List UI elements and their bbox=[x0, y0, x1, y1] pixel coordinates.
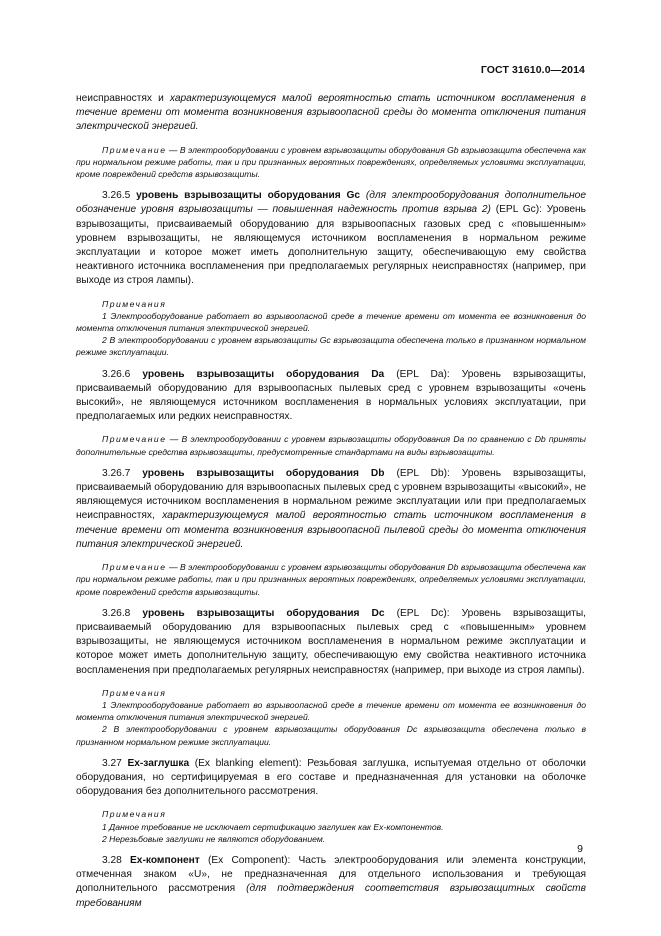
notes-title: Примечания bbox=[102, 687, 167, 698]
body-paragraph bbox=[76, 92, 586, 135]
note-text: — В электрооборудовании с уровнем взрывозащиты оборудования Da по сравнению с Db приняты дополнительные средства взрывозащиты, предусмотренные стандартами на виды взрывозащиты. bbox=[76, 434, 586, 457]
paragraph-text: 3.26.5 bbox=[102, 190, 137, 202]
term-name: Ex-заглушка bbox=[127, 757, 190, 769]
paragraph-text: характеризующемуся малой вероятностью стать источником воспламенения в течение времени от момента возникновения взрывоопасной среды до момента отключения питания электрической энергией. bbox=[76, 93, 586, 133]
note-text: — В электрооборудовании с уровнем взрывозащиты оборудования Db взрывозащита обеспечена как при нормальном режиме работы, так и при признанных вероятных повреждениях, определяемых условиями эксплуатации, кроме повреждений средств взрывозащиты. bbox=[76, 562, 586, 597]
note-label: Примечание bbox=[102, 562, 167, 573]
standard-header: ГОСТ 31610.0—2014 bbox=[480, 64, 585, 76]
paragraph-text: 3.26.7 bbox=[102, 467, 143, 479]
paragraph-text: неисправностях и bbox=[76, 93, 170, 104]
notes-title: Примечания bbox=[102, 809, 167, 820]
term-name: уровень взрывозащиты оборудования Da bbox=[142, 368, 385, 380]
paragraph-text: 3.26.8 bbox=[102, 607, 143, 619]
paragraph-text: характеризующемуся малой вероятностью стать источником воспламенения в течение времени от момента возникновения взрывоопасной пылевой среды до момента отключения питания электрической энергией. bbox=[76, 510, 586, 550]
note-item: 1 Электрооборудование работает во взрывоопасной среде в течение времени от момента ее возникновения до момента отключения питания электрической энергией. bbox=[76, 310, 586, 334]
term-name: Ex-компонент bbox=[130, 854, 200, 866]
term-name: уровень взрывозащиты оборудования Db bbox=[142, 467, 385, 479]
paragraph-text: (для электрооборудования дополнительное обозначение уровня взрывозащиты — повышенная надежность против взрыва 2) bbox=[76, 190, 587, 216]
paragraph-text: 3.27 bbox=[102, 757, 128, 769]
term-name: уровень взрывозащиты оборудования Dc bbox=[142, 607, 385, 619]
note-item: 2 Нерезьбовые заглушки не являются оборудованием. bbox=[102, 833, 326, 844]
note-label: Примечание bbox=[102, 144, 167, 155]
note-item: 2 В электрооборудовании с уровнем взрывозащиты оборудования Dc взрывозащита обеспечена только в признанном нормальном режиме эксплуатации. bbox=[76, 724, 586, 747]
paragraph-text: (Ex blanking element): Резьбовая заглушка, испытуемая отдельно от оболочки оборудования, но сертифицируемая в его составе и предназначенная для установки на оболочке оборудования без дополнительного рассмотрения. bbox=[76, 757, 586, 798]
paragraph-text: 3.28 bbox=[102, 854, 131, 866]
note-item: 1 Электрооборудование работает во взрывоопасной среде в течение времени от момента ее возникновения до момента отключения питания электрической энергией. bbox=[76, 699, 586, 723]
body-paragraph bbox=[76, 757, 586, 800]
body-paragraph bbox=[76, 189, 586, 288]
paragraph-text: (EPL Dc): Уровень взрывозащиты, присваиваемый оборудованию для взрывоопасных пылевых сред с «повышенным» уровнем взрывозащиты, не являющемуся источником воспламенения в нормальном режиме эксплуатации и которое может иметь дополнительную защиту, обеспечивающую ему свойства неактивного источника воспламенения при предполагаемых регулярных неисправностях (например, при выходе из строя лампы). bbox=[76, 607, 587, 676]
body-paragraph bbox=[76, 607, 586, 678]
note-item: 2 В электрооборудовании с уровнем взрывозащиты Gc взрывозащита обеспечена только в признанном нормальном режиме эксплуатации. bbox=[76, 335, 586, 358]
body-paragraph bbox=[76, 854, 586, 911]
page-number: 9 bbox=[577, 843, 583, 855]
note bbox=[76, 144, 586, 181]
document-body bbox=[76, 92, 586, 911]
note bbox=[76, 433, 586, 457]
paragraph-text: (EPL Da): Уровень взрывозащиты, присваиваемый оборудованию для взрывоопасных пылевых сред с уровнем взрывозащиты «очень высокий», не являющемуся источником воспламенения в нормальных условиях эксплуатации, при предполагаемых или редких неисправностях. bbox=[76, 368, 586, 423]
notes-title: Примечания bbox=[102, 298, 167, 309]
body-paragraph bbox=[76, 467, 586, 552]
term-name: уровень взрывозащиты оборудования Gc bbox=[136, 190, 361, 202]
paragraph-text: (для подтверждения соответствия взрывозащитных свойств требованиям bbox=[76, 883, 586, 909]
paragraph-text: 3.26.6 bbox=[102, 368, 143, 380]
paragraph-text: (Ex Component): Часть электрооборудования или элемента конструкции, отмеченная знаком «U», не предназначенная для отдельного использования и требующая дополнительного рассмотрения bbox=[76, 854, 586, 895]
paragraph-text: (EPL Gc): Уровень взрывозащиты, присваиваемый оборудованию для взрывоопасных газовых сред с «повышенным» уровнем взрывозащиты, не являющемуся источником воспламенения в нормальном режиме эксплуатации и которое может иметь дополнительную защиту, обеспечивающую ему свойства неактивного источника воспламенения при предполагаемых регулярных неисправностях (например, при выходе из строя лампы). bbox=[76, 204, 586, 287]
note-label: Примечание bbox=[102, 434, 167, 445]
note bbox=[76, 561, 586, 598]
body-paragraph bbox=[76, 368, 586, 425]
note-item: 1 Данное требование не исключает сертификацию заглушек как Ex-компонентов. bbox=[102, 821, 444, 832]
note-text: — В электрооборудовании с уровнем взрывозащиты оборудования Gb взрывозащита обеспечена как при нормальном режиме работы, так и при признанных вероятных повреждениях, определяемых условиями эксплуатации, кроме повреждений средств взрывозащиты. bbox=[76, 144, 586, 180]
paragraph-text: (EPL Db): Уровень взрывозащиты, присваиваемый оборудованию для взрывоопасных пылевых сред с уровнем взрывозащиты «высокий», не являющемуся источником воспламенения в нормальном режиме эксплуатации или при предполагаемых неисправностях, bbox=[76, 467, 587, 522]
